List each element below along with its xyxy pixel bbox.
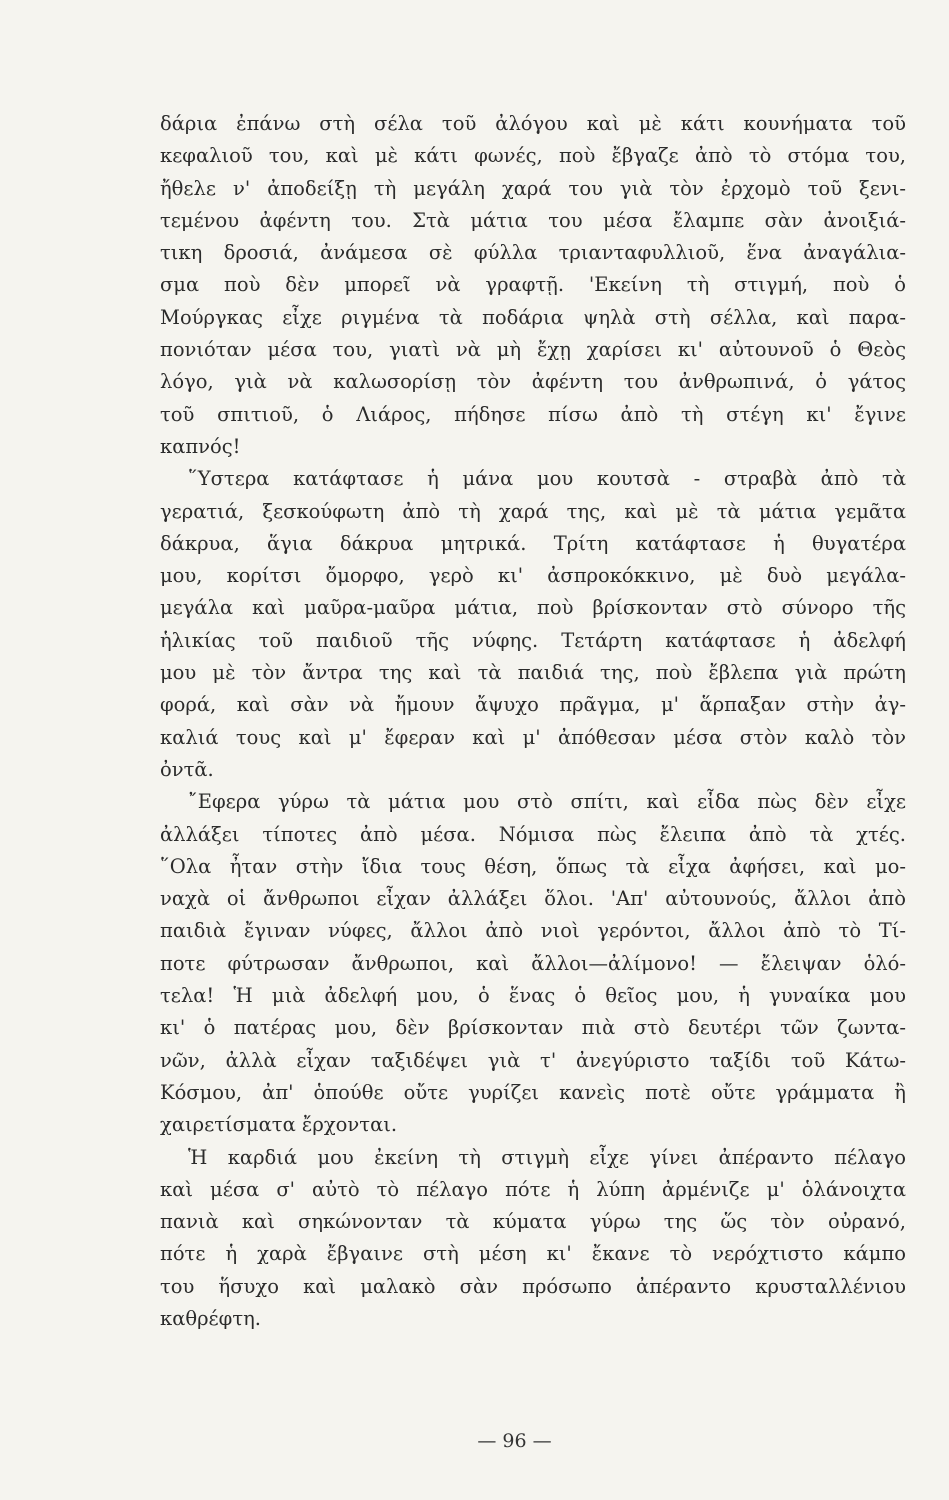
text-line: γερατιά, ξεσκούφωτη ἀπὸ τὴ χαρά της, καὶ μὲ τὰ μάτια γεμᾶτα — [160, 499, 906, 523]
text-line: παιδιὰ ἔγιναν νύφες, ἄλλοι ἀπὸ νιοὶ γερόντοι, ἄλλοι ἀπὸ τὸ Τί- — [160, 919, 906, 943]
text-line: μου μὲ τὸν ἄντρα της καὶ τὰ παιδιά της, ποὺ ἔβλεπα γιὰ πρώτη — [160, 661, 906, 685]
text-line: τεμένου ἀφέντη του. Στὰ μάτια του μέσα ἔλαμπε σὰν ἀνοιξιά- — [160, 208, 906, 232]
text-line: σμα ποὺ δὲν μπορεῖ νὰ γραφτῇ. 'Εκείνη τὴ στιγμή, ποὺ ὁ — [160, 273, 906, 297]
text-line: λόγο, γιὰ νὰ καλωσορίσῃ τὸν ἀφέντη του ἀνθρωπινά, ὁ γάτος — [160, 370, 906, 394]
text-line: νῶν, ἀλλὰ εἶχαν ταξιδέψει γιὰ τ' ἀνεγύριστο ταξίδι τοῦ Κάτω- — [160, 1048, 906, 1072]
text-line: ἤθελε ν' ἀποδείξῃ τὴ μεγάλη χαρά του γιὰ τὸν ἐρχομὸ τοῦ ξενι- — [160, 176, 906, 200]
text-line: δάρια ἐπάνω στὴ σέλα τοῦ ἀλόγου καὶ μὲ κάτι κουνήματα τοῦ — [160, 112, 906, 135]
text-line: μεγάλα καὶ μαῦρα-μαῦρα μάτια, ποὺ βρίσκονταν στὸ σύνορο τῆς — [160, 596, 906, 620]
text-line: φορά, καὶ σὰν νὰ ἤμουν ἄψυχο πρᾶγμα, μ' ἅρπαξαν στὴν ἀγ- — [160, 693, 906, 717]
page-number: — 96 — — [477, 1430, 552, 1452]
text-line: τοῦ σπιτιοῦ, ὁ Λιάρος, πήδησε πίσω ἀπὸ τὴ στέγη κι' ἔγινε — [160, 402, 906, 426]
text-line: δάκρυα, ἅγια δάκρυα μητρικά. Τρίτη κατάφτασε ἡ θυγατέρα — [160, 531, 906, 555]
text-line: ἀλλάξει τίποτες ἀπὸ μέσα. Νόμισα πὼς ἔλειπα ἀπὸ τὰ χτές. — [160, 822, 906, 846]
text-line: Μούργκας εἶχε ριγμένα τὰ ποδάρια ψηλὰ στὴ σέλλα, καὶ παρα- — [160, 305, 906, 329]
text-line: του ἥσυχο καὶ μαλακὸ σὰν πρόσωπο ἀπέραντο κρυσταλλένιου — [160, 1274, 906, 1298]
text-line: κεφαλιοῦ του, καὶ μὲ κάτι φωνές, ποὺ ἔβγαζε ἀπὸ τὸ στόμα του, — [160, 144, 906, 168]
text-line: ἡλικίας τοῦ παιδιοῦ τῆς νύφης. Τετάρτη κατάφτασε ἡ ἀδελφή — [160, 628, 906, 652]
text-line: πότε ἡ χαρὰ ἔβγαινε στὴ μέση κι' ἔκανε τὸ νερόχτιστο κάμπο — [160, 1242, 906, 1266]
text-line: πονιόταν μέσα του, γιατὶ νὰ μὴ ἔχῃ χαρίσει κι' αὐτουνοῦ ὁ Θεὸς — [160, 338, 906, 362]
text-line: ῎Εφερα γύρω τὰ μάτια μου στὸ σπίτι, καὶ εἶδα πὼς δὲν εἶχε — [188, 790, 906, 814]
text-line: μου, κορίτσι ὄμορφο, γερὸ κι' ἀσπροκόκκινο, μὲ δυὸ μεγάλα- — [160, 564, 906, 588]
text-line: καπνός! — [160, 434, 241, 458]
text-line: τελα! Ἡ μιὰ ἀδελφή μου, ὁ ἕνας ὁ θεῖος μου, ἡ γυναίκα μου — [160, 984, 906, 1008]
text-line: ναχὰ οἱ ἄνθρωποι εἶχαν ἀλλάξει ὅλοι. 'Απ' αὐτουνούς, ἄλλοι ἀπὸ — [160, 887, 906, 911]
text-line: ποτε φύτρωσαν ἄνθρωποι, καὶ ἄλλοι—ἀλίμονο! — ἔλειψαν ὁλό- — [160, 951, 906, 975]
text-line: τικη δροσιά, ἀνάμεσα σὲ φύλλα τριανταφυλλιοῦ, ἕνα ἀναγάλια- — [160, 241, 906, 265]
text-line: χαιρετίσματα ἔρχονται. — [160, 1113, 398, 1137]
body-text — [160, 108, 906, 1335]
text-line: καὶ μέσα σ' αὐτὸ τὸ πέλαγο πότε ἡ λύπη ἀρμένιζε μ' ὁλάνοιχτα — [160, 1177, 906, 1201]
text-line: πανιὰ καὶ σηκώνονταν τὰ κύματα γύρω της ὥς τὸν οὐρανό, — [160, 1210, 906, 1234]
text-line: καθρέφτη. — [160, 1306, 261, 1330]
text-line: Κόσμου, ἀπ' ὁπούθε οὔτε γυρίζει κανεὶς ποτὲ οὔτε γράμματα ἢ — [160, 1080, 906, 1104]
text-line: κι' ὁ πατέρας μου, δὲν βρίσκονταν πιὰ στὸ δευτέρι τῶν ζωντα- — [160, 1016, 906, 1040]
text-line: ὀντᾶ. — [160, 757, 214, 781]
text-line: ῞Υστερα κατάφτασε ἡ μάνα μου κουτσὰ - στραβὰ ἀπὸ τὰ — [188, 467, 906, 491]
text-line: Ἡ καρδιά μου ἐκείνη τὴ στιγμὴ εἶχε γίνει ἀπέραντο πέλαγο — [188, 1145, 906, 1169]
text-line: ῞Ολα ἦταν στὴν ἴδια τους θέση, ὅπως τὰ εἶχα ἀφήσει, καὶ μο- — [160, 854, 906, 878]
text-line: καλιά τους καὶ μ' ἔφεραν καὶ μ' ἀπόθεσαν μέσα στὸν καλὸ τὸν — [160, 725, 906, 749]
